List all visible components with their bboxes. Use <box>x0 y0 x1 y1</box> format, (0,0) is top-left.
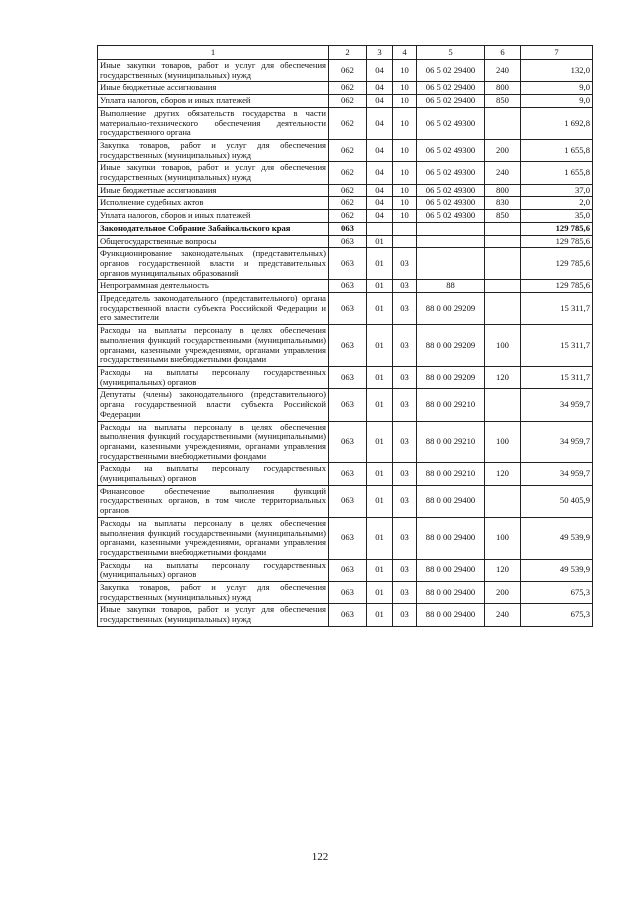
amount: 132,0 <box>521 60 593 82</box>
table-row <box>98 107 593 139</box>
subsection-code: 03 <box>393 421 417 463</box>
ministry-code: 062 <box>329 210 367 223</box>
ministry-code: 063 <box>329 582 367 604</box>
table-row <box>98 517 593 559</box>
amount: 37,0 <box>521 184 593 197</box>
target-article-code: 88 0 00 29209 <box>417 366 485 388</box>
ministry-code: 062 <box>329 60 367 82</box>
budget-item-name: Расходы на выплаты персоналу государственных (муниципальных) органов <box>98 463 329 485</box>
ministry-code: 063 <box>329 222 367 235</box>
section-code: 04 <box>367 95 393 108</box>
amount: 15 311,7 <box>521 366 593 388</box>
expense-type-code: 240 <box>485 162 521 184</box>
target-article-code <box>417 248 485 280</box>
budget-item-name: Общегосударственные вопросы <box>98 235 329 248</box>
ministry-code: 063 <box>329 389 367 421</box>
ministry-code: 063 <box>329 463 367 485</box>
expense-type-code: 120 <box>485 366 521 388</box>
section-code: 01 <box>367 582 393 604</box>
expense-type-code <box>485 389 521 421</box>
subsection-code: 10 <box>393 210 417 223</box>
table-row <box>98 95 593 108</box>
expense-type-code <box>485 248 521 280</box>
table-row <box>98 421 593 463</box>
section-code: 04 <box>367 107 393 139</box>
subsection-code: 10 <box>393 107 417 139</box>
ministry-code: 063 <box>329 421 367 463</box>
section-code: 04 <box>367 60 393 82</box>
expense-type-code: 850 <box>485 210 521 223</box>
expense-type-code <box>485 280 521 293</box>
expense-type-code <box>485 293 521 325</box>
section-code: 01 <box>367 485 393 517</box>
amount: 49 539,9 <box>521 517 593 559</box>
amount: 15 311,7 <box>521 325 593 367</box>
target-article-code: 88 0 00 29400 <box>417 517 485 559</box>
target-article-code: 06 5 02 29400 <box>417 60 485 82</box>
target-article-code: 88 0 00 29400 <box>417 485 485 517</box>
budget-item-name: Уплата налогов, сборов и иных платежей <box>98 210 329 223</box>
table-row <box>98 162 593 184</box>
amount: 675,3 <box>521 604 593 626</box>
target-article-code: 88 0 00 29209 <box>417 325 485 367</box>
amount: 34 959,7 <box>521 421 593 463</box>
table-row <box>98 485 593 517</box>
amount: 1 655,8 <box>521 139 593 161</box>
col-6-header: 6 <box>485 46 521 60</box>
section-code: 01 <box>367 235 393 248</box>
table-row <box>98 248 593 280</box>
target-article-code: 88 0 00 29400 <box>417 559 485 581</box>
budget-item-name: Непрограммная деятельность <box>98 280 329 293</box>
budget-item-name: Уплата налогов, сборов и иных платежей <box>98 95 329 108</box>
ministry-code: 062 <box>329 184 367 197</box>
col-4-header: 4 <box>393 46 417 60</box>
section-code: 01 <box>367 389 393 421</box>
col-7-header: 7 <box>521 46 593 60</box>
section-code: 04 <box>367 162 393 184</box>
section-code: 01 <box>367 280 393 293</box>
subsection-code: 10 <box>393 60 417 82</box>
target-article-code: 06 5 02 49300 <box>417 107 485 139</box>
subsection-code: 03 <box>393 463 417 485</box>
expense-type-code: 100 <box>485 325 521 367</box>
budget-item-name: Иные закупки товаров, работ и услуг для обеспечения государственных (муниципальных) нужд <box>98 604 329 626</box>
ministry-code: 063 <box>329 366 367 388</box>
expense-type-code: 200 <box>485 582 521 604</box>
budget-item-name: Иные закупки товаров, работ и услуг для обеспечения государственных (муниципальных) нужд <box>98 162 329 184</box>
col-1-header: 1 <box>98 46 329 60</box>
col-3-header: 3 <box>367 46 393 60</box>
section-code: 04 <box>367 139 393 161</box>
table-row <box>98 60 593 82</box>
amount: 50 405,9 <box>521 485 593 517</box>
table-row <box>98 582 593 604</box>
target-article-code: 06 5 02 29400 <box>417 82 485 95</box>
amount: 35,0 <box>521 210 593 223</box>
expense-type-code: 830 <box>485 197 521 210</box>
expense-type-code: 800 <box>485 184 521 197</box>
amount: 1 692,8 <box>521 107 593 139</box>
amount: 9,0 <box>521 95 593 108</box>
section-code <box>367 222 393 235</box>
ministry-code: 063 <box>329 235 367 248</box>
expense-type-code: 120 <box>485 463 521 485</box>
amount: 49 539,9 <box>521 559 593 581</box>
section-code: 01 <box>367 517 393 559</box>
target-article-code <box>417 235 485 248</box>
budget-item-name: Расходы на выплаты персоналу государственных (муниципальных) органов <box>98 559 329 581</box>
ministry-code: 062 <box>329 95 367 108</box>
subsection-code: 03 <box>393 366 417 388</box>
col-2-header: 2 <box>329 46 367 60</box>
col-5-header: 5 <box>417 46 485 60</box>
amount: 34 959,7 <box>521 389 593 421</box>
expense-type-code: 100 <box>485 517 521 559</box>
table-row <box>98 604 593 626</box>
target-article-code: 06 5 02 49300 <box>417 197 485 210</box>
table-row <box>98 197 593 210</box>
column-number-header-row <box>98 46 593 60</box>
ministry-code: 063 <box>329 559 367 581</box>
table-row <box>98 389 593 421</box>
amount: 34 959,7 <box>521 463 593 485</box>
budget-item-name: Расходы на выплаты персоналу в целях обеспечения выполнения функций государственными (муниципальными) органами, казенными учреждениями, органами управления государственными внебюджетными фондами <box>98 325 329 367</box>
subsection-code: 10 <box>393 95 417 108</box>
subsection-code: 10 <box>393 184 417 197</box>
subsection-code <box>393 222 417 235</box>
section-code: 04 <box>367 184 393 197</box>
budget-item-name: Расходы на выплаты персоналу государственных (муниципальных) органов <box>98 366 329 388</box>
ministry-code: 063 <box>329 485 367 517</box>
ministry-code: 062 <box>329 107 367 139</box>
table-row <box>98 559 593 581</box>
expense-type-code: 240 <box>485 604 521 626</box>
amount: 15 311,7 <box>521 293 593 325</box>
budget-item-name: Выполнение других обязательств государства в части материально-технического обеспечения деятельности государственного органа <box>98 107 329 139</box>
ministry-code: 063 <box>329 280 367 293</box>
table-row <box>98 463 593 485</box>
ministry-code: 063 <box>329 248 367 280</box>
target-article-code: 88 0 00 29210 <box>417 421 485 463</box>
amount: 1 655,8 <box>521 162 593 184</box>
amount: 129 785,6 <box>521 235 593 248</box>
section-code: 04 <box>367 210 393 223</box>
subsection-code: 03 <box>393 485 417 517</box>
subsection-code: 03 <box>393 604 417 626</box>
amount: 675,3 <box>521 582 593 604</box>
section-code: 01 <box>367 463 393 485</box>
subsection-code: 03 <box>393 293 417 325</box>
expense-type-code: 240 <box>485 60 521 82</box>
subsection-code: 03 <box>393 559 417 581</box>
target-article-code: 06 5 02 29400 <box>417 95 485 108</box>
amount: 129 785,6 <box>521 222 593 235</box>
amount: 9,0 <box>521 82 593 95</box>
expense-type-code <box>485 107 521 139</box>
section-code: 01 <box>367 248 393 280</box>
expense-type-code: 100 <box>485 421 521 463</box>
expense-type-code: 800 <box>485 82 521 95</box>
page-number: 122 <box>311 851 329 863</box>
budget-item-name: Расходы на выплаты персоналу в целях обеспечения выполнения функций государственными (муниципальными) органами, казенными учреждениями, органами управления государственными внебюджетными фондами <box>98 421 329 463</box>
ministry-code: 063 <box>329 604 367 626</box>
ministry-code: 062 <box>329 197 367 210</box>
target-article-code: 88 0 00 29400 <box>417 604 485 626</box>
ministry-code: 063 <box>329 293 367 325</box>
target-article-code: 88 0 00 29210 <box>417 463 485 485</box>
subsection-code: 03 <box>393 582 417 604</box>
target-article-code: 06 5 02 49300 <box>417 210 485 223</box>
expense-type-code: 200 <box>485 139 521 161</box>
amount: 2,0 <box>521 197 593 210</box>
section-code: 01 <box>367 559 393 581</box>
budget-item-name: Иные бюджетные ассигнования <box>98 82 329 95</box>
table-row <box>98 325 593 367</box>
budget-item-name: Председатель законодательного (представительного) органа государственной власти субъекта Российской Федерации и его заместители <box>98 293 329 325</box>
subsection-code: 03 <box>393 389 417 421</box>
subsection-code: 03 <box>393 325 417 367</box>
budget-item-name: Функционирование законодательных (представительных) органов государственной власти и представительных органов муниципальных образований <box>98 248 329 280</box>
expense-type-code <box>485 235 521 248</box>
target-article-code: 88 0 00 29209 <box>417 293 485 325</box>
table-row <box>98 366 593 388</box>
budget-item-name: Иные бюджетные ассигнования <box>98 184 329 197</box>
table-row <box>98 139 593 161</box>
target-article-code: 88 0 00 29210 <box>417 389 485 421</box>
ministry-code: 062 <box>329 139 367 161</box>
subsection-code: 03 <box>393 517 417 559</box>
section-code: 01 <box>367 421 393 463</box>
target-article-code: 88 0 00 29400 <box>417 582 485 604</box>
expense-type-code: 120 <box>485 559 521 581</box>
expense-type-code <box>485 485 521 517</box>
subsection-code: 10 <box>393 139 417 161</box>
table-row <box>98 235 593 248</box>
budget-item-name: Расходы на выплаты персоналу в целях обеспечения выполнения функций государственными (муниципальными) органами, казенными учреждениями, органами управления государственными внебюджетными фондами <box>98 517 329 559</box>
target-article-code: 88 <box>417 280 485 293</box>
expense-type-code: 850 <box>485 95 521 108</box>
subsection-code: 10 <box>393 197 417 210</box>
budget-item-name: Депутаты (члены) законодательного (представительного) органа государственной власти субъекта Российской Федерации <box>98 389 329 421</box>
budget-item-name: Финансовое обеспечение выполнения функций государственных органов, в том числе территориальных органов <box>98 485 329 517</box>
ministry-code: 063 <box>329 325 367 367</box>
target-article-code <box>417 222 485 235</box>
target-article-code: 06 5 02 49300 <box>417 184 485 197</box>
table-row <box>98 184 593 197</box>
budget-table <box>97 45 593 627</box>
subsection-code: 03 <box>393 248 417 280</box>
budget-item-name: Исполнение судебных актов <box>98 197 329 210</box>
ministry-code: 063 <box>329 517 367 559</box>
section-code: 01 <box>367 604 393 626</box>
section-code: 04 <box>367 197 393 210</box>
amount: 129 785,6 <box>521 280 593 293</box>
table-row <box>98 280 593 293</box>
subsection-code: 10 <box>393 162 417 184</box>
budget-item-name: Иные закупки товаров, работ и услуг для обеспечения государственных (муниципальных) нужд <box>98 60 329 82</box>
section-code: 01 <box>367 293 393 325</box>
expense-type-code <box>485 222 521 235</box>
subsection-code: 03 <box>393 280 417 293</box>
budget-item-name: Закупка товаров, работ и услуг для обеспечения государственных (муниципальных) нужд <box>98 139 329 161</box>
table-row <box>98 82 593 95</box>
table-row <box>98 210 593 223</box>
ministry-code: 062 <box>329 82 367 95</box>
section-code: 01 <box>367 325 393 367</box>
amount: 129 785,6 <box>521 248 593 280</box>
budget-item-name: Законодательное Собрание Забайкальского края <box>98 222 329 235</box>
ministry-code: 062 <box>329 162 367 184</box>
target-article-code: 06 5 02 49300 <box>417 162 485 184</box>
target-article-code: 06 5 02 49300 <box>417 139 485 161</box>
subsection-code <box>393 235 417 248</box>
section-code: 01 <box>367 366 393 388</box>
budget-item-name: Закупка товаров, работ и услуг для обеспечения государственных (муниципальных) нужд <box>98 582 329 604</box>
subsection-code: 10 <box>393 82 417 95</box>
table-row <box>98 293 593 325</box>
section-code: 04 <box>367 82 393 95</box>
table-row <box>98 222 593 235</box>
